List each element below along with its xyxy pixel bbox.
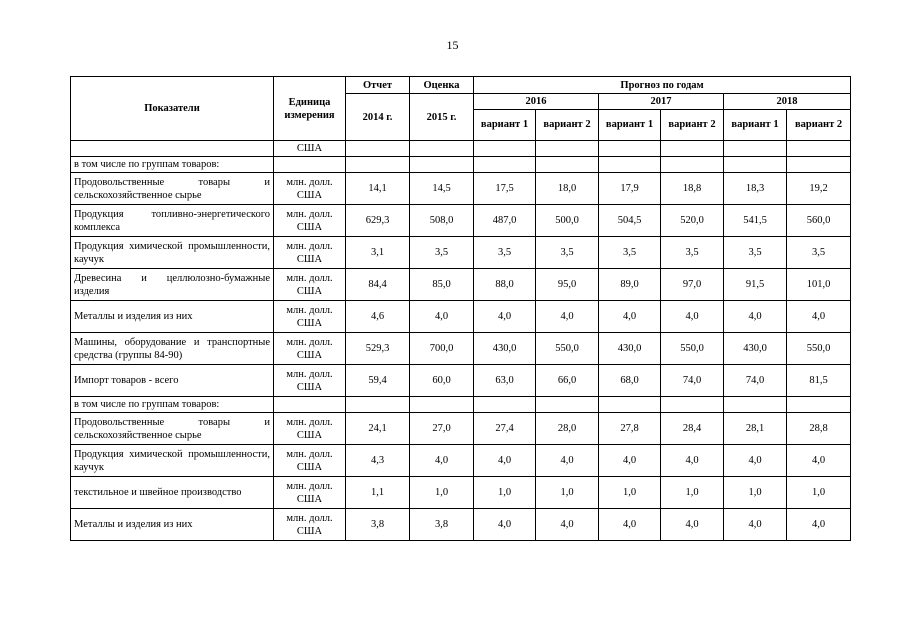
unit-cell: млн. долл. США: [274, 173, 346, 205]
value-cell: 89,0: [599, 269, 661, 301]
header-year-2016: 2016: [474, 94, 599, 110]
table-row: [71, 333, 851, 365]
value-cell: 91,5: [724, 269, 787, 301]
continuation-unit: США: [274, 141, 346, 157]
value-cell: 4,0: [474, 301, 536, 333]
value-cell: 700,0: [410, 333, 474, 365]
value-cell: 3,5: [724, 237, 787, 269]
value-cell: 3,8: [410, 509, 474, 541]
value-cell: 4,0: [724, 301, 787, 333]
indicator-name: текстильное и швейное производство: [71, 477, 274, 509]
value-cell: 18,8: [661, 173, 724, 205]
header-estimate: Оценка: [410, 77, 474, 94]
value-cell: 97,0: [661, 269, 724, 301]
value-cell: 500,0: [536, 205, 599, 237]
value-cell: 541,5: [724, 205, 787, 237]
table-row: [71, 173, 851, 205]
value-cell: 95,0: [536, 269, 599, 301]
value-cell: 4,0: [599, 445, 661, 477]
value-cell: 27,4: [474, 413, 536, 445]
value-cell: 4,0: [661, 509, 724, 541]
indicator-name: Продукция химической промышленности, каучук: [71, 237, 274, 269]
header-forecast: Прогноз по годам: [474, 77, 851, 94]
value-cell: 66,0: [536, 365, 599, 397]
value-cell: 81,5: [787, 365, 851, 397]
value-cell: 27,0: [410, 413, 474, 445]
value-cell: 63,0: [474, 365, 536, 397]
value-cell: 28,8: [787, 413, 851, 445]
value-cell: 68,0: [599, 365, 661, 397]
value-cell: 27,8: [599, 413, 661, 445]
value-cell: 629,3: [346, 205, 410, 237]
indicator-name: Импорт товаров - всего: [71, 365, 274, 397]
unit-cell: млн. долл. США: [274, 301, 346, 333]
group-label: в том числе по группам товаров:: [71, 397, 274, 413]
value-cell: 4,0: [661, 301, 724, 333]
value-cell: 4,0: [787, 301, 851, 333]
indicator-name: Продовольственные товары и сельскохозяйственное сырье: [71, 413, 274, 445]
value-cell: 504,5: [599, 205, 661, 237]
header-variant-2: вариант 2: [787, 110, 851, 141]
header-variant-1: вариант 1: [724, 110, 787, 141]
value-cell: 17,5: [474, 173, 536, 205]
table-row: [71, 301, 851, 333]
header-variant-1: вариант 1: [474, 110, 536, 141]
group-header-row: [71, 157, 851, 173]
value-cell: 487,0: [474, 205, 536, 237]
header-year-2018: 2018: [724, 94, 851, 110]
unit-cell: млн. долл. США: [274, 237, 346, 269]
value-cell: 28,0: [536, 413, 599, 445]
value-cell: 3,5: [787, 237, 851, 269]
header-variant-2: вариант 2: [536, 110, 599, 141]
group-header-row: [71, 397, 851, 413]
value-cell: 4,6: [346, 301, 410, 333]
header-unit: Единица измерения: [274, 77, 346, 141]
table-row: [71, 205, 851, 237]
value-cell: 508,0: [410, 205, 474, 237]
value-cell: 4,0: [661, 445, 724, 477]
value-cell: 4,0: [536, 301, 599, 333]
value-cell: 28,1: [724, 413, 787, 445]
value-cell: 18,3: [724, 173, 787, 205]
value-cell: 1,0: [787, 477, 851, 509]
continuation-row: [71, 141, 851, 157]
value-cell: 4,3: [346, 445, 410, 477]
value-cell: 101,0: [787, 269, 851, 301]
unit-cell: млн. долл. США: [274, 365, 346, 397]
value-cell: 3,1: [346, 237, 410, 269]
table-row: [71, 237, 851, 269]
indicator-name: Древесина и целлюлозно-бумажные изделия: [71, 269, 274, 301]
value-cell: 4,0: [787, 445, 851, 477]
value-cell: 1,0: [724, 477, 787, 509]
value-cell: 3,5: [410, 237, 474, 269]
indicator-name: Металлы и изделия из них: [71, 301, 274, 333]
indicator-name: Продовольственные товары и сельскохозяйственное сырье: [71, 173, 274, 205]
value-cell: 3,5: [599, 237, 661, 269]
unit-cell: млн. долл. США: [274, 205, 346, 237]
value-cell: 74,0: [724, 365, 787, 397]
value-cell: 560,0: [787, 205, 851, 237]
value-cell: 529,3: [346, 333, 410, 365]
value-cell: 4,0: [536, 445, 599, 477]
value-cell: 4,0: [724, 445, 787, 477]
value-cell: 4,0: [787, 509, 851, 541]
unit-cell: млн. долл. США: [274, 445, 346, 477]
value-cell: 14,5: [410, 173, 474, 205]
value-cell: 1,0: [474, 477, 536, 509]
unit-cell: млн. долл. США: [274, 269, 346, 301]
table-row: [71, 365, 851, 397]
value-cell: 59,4: [346, 365, 410, 397]
header-variant-2: вариант 2: [661, 110, 724, 141]
value-cell: 430,0: [724, 333, 787, 365]
value-cell: 550,0: [787, 333, 851, 365]
value-cell: 3,5: [536, 237, 599, 269]
value-cell: 3,5: [661, 237, 724, 269]
value-cell: 550,0: [661, 333, 724, 365]
value-cell: 85,0: [410, 269, 474, 301]
value-cell: 18,0: [536, 173, 599, 205]
indicator-name: Продукция химической промышленности, каучук: [71, 445, 274, 477]
header-estimate-year: 2015 г.: [410, 94, 474, 141]
indicator-name: Металлы и изделия из них: [71, 509, 274, 541]
header-indicator: Показатели: [71, 77, 274, 141]
header-report: Отчет: [346, 77, 410, 94]
value-cell: 19,2: [787, 173, 851, 205]
indicator-name: Машины, оборудование и транспортные средства (группы 84-90): [71, 333, 274, 365]
value-cell: 4,0: [724, 509, 787, 541]
table-row: [71, 269, 851, 301]
table-row: [71, 413, 851, 445]
value-cell: 28,4: [661, 413, 724, 445]
value-cell: 88,0: [474, 269, 536, 301]
value-cell: 4,0: [410, 445, 474, 477]
value-cell: 24,1: [346, 413, 410, 445]
value-cell: 1,0: [661, 477, 724, 509]
unit-cell: млн. долл. США: [274, 413, 346, 445]
table-row: [71, 509, 851, 541]
value-cell: 4,0: [599, 509, 661, 541]
value-cell: 3,5: [474, 237, 536, 269]
value-cell: 17,9: [599, 173, 661, 205]
indicator-name: Продукция топливно-энергетического комплекса: [71, 205, 274, 237]
page-number: 15: [446, 38, 459, 52]
unit-cell: млн. долл. США: [274, 333, 346, 365]
value-cell: 84,4: [346, 269, 410, 301]
value-cell: 14,1: [346, 173, 410, 205]
value-cell: 1,0: [536, 477, 599, 509]
value-cell: 430,0: [474, 333, 536, 365]
value-cell: 4,0: [536, 509, 599, 541]
value-cell: 520,0: [661, 205, 724, 237]
group-label: в том числе по группам товаров:: [71, 157, 274, 173]
value-cell: 550,0: [536, 333, 599, 365]
unit-cell: млн. долл. США: [274, 477, 346, 509]
value-cell: 1,0: [599, 477, 661, 509]
header-variant-1: вариант 1: [599, 110, 661, 141]
value-cell: 1,1: [346, 477, 410, 509]
value-cell: 4,0: [474, 445, 536, 477]
header-report-year: 2014 г.: [346, 94, 410, 141]
table-row: [71, 445, 851, 477]
value-cell: 74,0: [661, 365, 724, 397]
value-cell: 1,0: [410, 477, 474, 509]
unit-cell: млн. долл. США: [274, 509, 346, 541]
value-cell: 430,0: [599, 333, 661, 365]
value-cell: 4,0: [474, 509, 536, 541]
value-cell: 3,8: [346, 509, 410, 541]
value-cell: 4,0: [599, 301, 661, 333]
forecast-table: [70, 76, 851, 541]
value-cell: 60,0: [410, 365, 474, 397]
header-year-2017: 2017: [599, 94, 724, 110]
value-cell: 4,0: [410, 301, 474, 333]
table-row: [71, 477, 851, 509]
